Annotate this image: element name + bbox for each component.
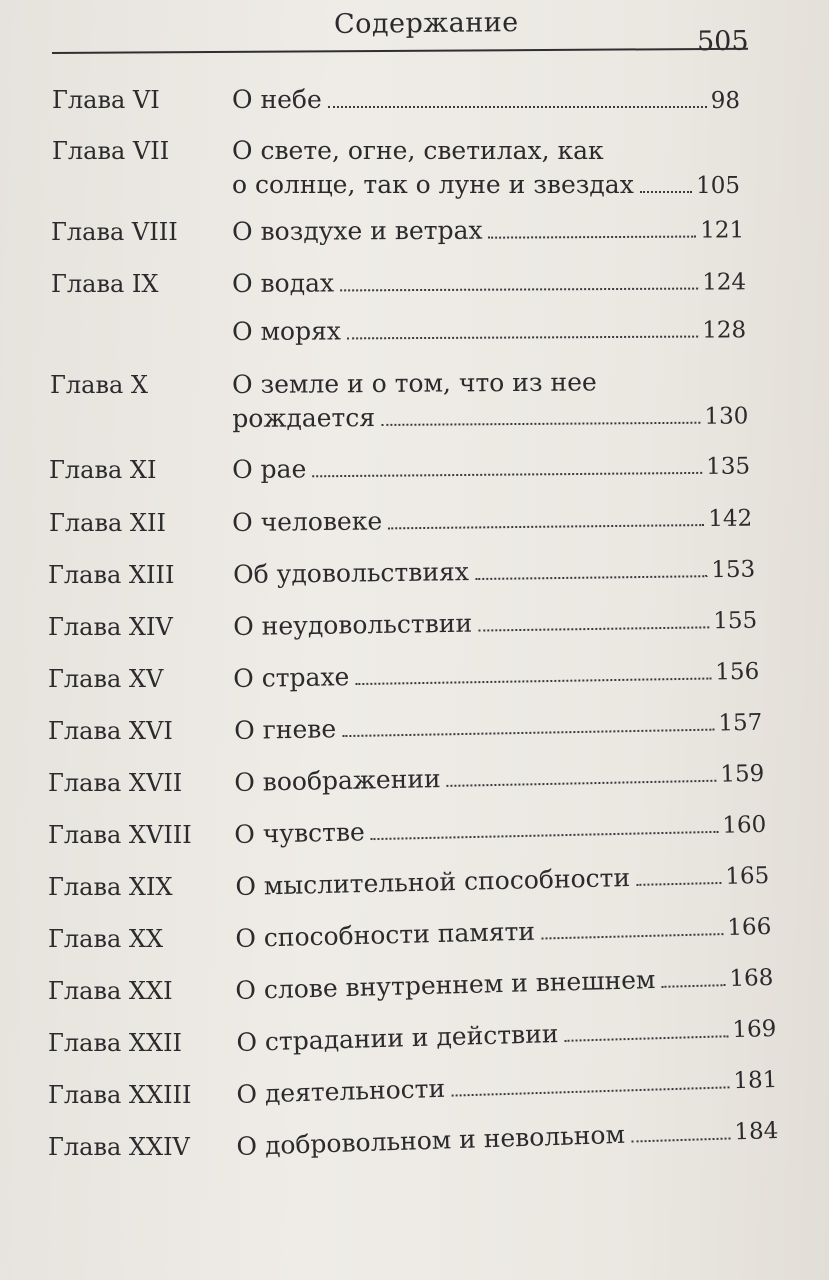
toc-chapter-label: Глава XXII <box>48 1029 183 1057</box>
dot-leader <box>312 472 702 477</box>
toc-chapter-label: Глава XV <box>48 665 164 693</box>
dot-leader <box>631 1137 731 1142</box>
toc-entry-body <box>233 603 757 645</box>
toc-page-number: 135 <box>706 453 751 480</box>
toc-entry-line <box>232 501 752 541</box>
toc-entry-title: О чувстве <box>234 817 366 849</box>
toc-entry-title: О рае <box>232 454 307 484</box>
toc-entry-line <box>232 448 750 488</box>
toc-page-number: 157 <box>718 709 763 737</box>
toc-entry-title: О страдании и действии <box>236 1019 559 1057</box>
toc-entry-title: О воображении <box>234 764 441 797</box>
toc-chapter-label: Глава VI <box>52 86 160 114</box>
toc-entry-line <box>232 364 748 402</box>
toc-chapter-label: Глава XVIII <box>48 821 192 849</box>
dot-leader <box>640 191 692 193</box>
toc-chapter-label: Глава XXIV <box>48 1133 190 1161</box>
toc-page-number: 105 <box>696 173 740 199</box>
toc-entry-title: О неудовольствии <box>233 608 473 641</box>
toc-entry <box>0 134 829 199</box>
toc-chapter-label: Глава IX <box>51 270 159 298</box>
toc-entry-line <box>232 212 744 250</box>
running-head-title: Содержание <box>333 7 519 40</box>
dot-leader <box>662 984 726 988</box>
toc-entry-line <box>232 134 740 168</box>
toc-entry-body <box>232 134 740 203</box>
toc-page-number: 128 <box>702 317 747 344</box>
toc-page-number: 121 <box>700 217 745 244</box>
toc-entry-title: О свете, огне, светилах, как <box>232 136 604 165</box>
toc-entry-title: Об удовольствиях <box>233 557 470 589</box>
toc-entry <box>0 367 829 433</box>
toc-entry-title: О земле и о том, что из нее <box>232 367 597 399</box>
toc-entry-line <box>232 312 746 350</box>
toc-chapter-label: Глава VIII <box>51 218 178 246</box>
dot-leader <box>478 626 709 631</box>
dot-leader <box>328 106 707 108</box>
toc-entry-title: О гневе <box>234 714 337 745</box>
toc-entry-title: О водах <box>232 268 335 298</box>
toc-chapter-label: Глава XIX <box>48 873 173 901</box>
toc-page-number: 169 <box>732 1015 777 1044</box>
dot-leader <box>447 780 717 787</box>
toc-page-number: 181 <box>733 1066 778 1095</box>
toc-entry-title: О воздухе и ветрах <box>232 215 483 246</box>
toc-entry-body <box>232 212 744 250</box>
toc-chapter-label: Глава VII <box>52 137 170 165</box>
toc-entry-title: О добровольном и невольном <box>236 1119 626 1161</box>
toc-entry-title: О слове внутреннем и внешнем <box>235 965 656 1005</box>
toc-entry-line <box>232 264 746 302</box>
toc-entry-body <box>232 83 740 118</box>
toc-entry-line <box>233 552 755 593</box>
toc-entry-line <box>232 398 748 437</box>
toc-page-number: 168 <box>729 964 774 993</box>
dot-leader <box>475 575 707 580</box>
toc-entry-title: О небе <box>232 85 322 114</box>
toc-entry-body <box>232 264 746 302</box>
toc-entry-title: О человеке <box>232 506 383 537</box>
page-number: 505 <box>696 25 749 58</box>
toc-entry-title: о солнце, так о луне и звездах <box>232 170 634 199</box>
toc-page-number: 98 <box>710 88 740 114</box>
toc-page-number: 153 <box>711 556 756 584</box>
dot-leader <box>541 933 723 939</box>
toc-entry-body <box>233 552 755 593</box>
dot-leader <box>371 831 719 840</box>
toc-entry-line <box>233 654 759 697</box>
dot-leader <box>342 729 714 737</box>
toc-page-number: 156 <box>715 658 760 686</box>
toc-entry-line <box>232 83 740 118</box>
toc-page-number: 159 <box>720 760 765 788</box>
toc-entry-body <box>232 312 746 350</box>
toc-page-number: 165 <box>725 862 770 890</box>
toc-entry-line <box>233 603 757 645</box>
toc-page-number: 124 <box>702 269 747 296</box>
toc-entry-line <box>232 168 740 203</box>
toc-chapter-label: Глава XIII <box>48 561 175 589</box>
toc-page-number: 130 <box>704 403 749 430</box>
toc-chapter-label: Глава XXIII <box>48 1081 192 1109</box>
toc-chapter-label: Глава X <box>50 371 148 399</box>
toc-chapter-label: Глава XXI <box>48 977 173 1005</box>
toc-entry-title: О способности памяти <box>235 916 536 953</box>
toc-chapter-label: Глава XII <box>49 509 166 537</box>
toc-chapter-label: Глава XX <box>48 925 164 953</box>
dot-leader <box>636 882 721 886</box>
toc-entry-title: О мыслительной способности <box>235 863 631 901</box>
dot-leader <box>381 422 700 426</box>
toc-chapter-label: Глава XVI <box>48 717 173 745</box>
toc-entry-body <box>232 501 752 541</box>
toc-page-number: 184 <box>734 1117 779 1146</box>
toc-entry-title: рождается <box>232 403 376 433</box>
toc-chapter-label: Глава XIV <box>48 613 173 641</box>
toc-entry-body <box>232 364 748 437</box>
toc-chapter-label: Глава XI <box>49 456 157 484</box>
toc-page-number: 155 <box>713 607 758 635</box>
toc-chapter-label: Глава XVII <box>48 769 183 797</box>
toc-entry-title: О морях <box>232 316 341 346</box>
toc-entry-title: О страхе <box>233 662 350 693</box>
dot-leader <box>388 524 704 529</box>
toc-page-number: 160 <box>722 811 767 839</box>
dot-leader <box>565 1035 729 1042</box>
dot-leader <box>451 1086 729 1096</box>
dot-leader <box>489 236 697 239</box>
toc-page-number: 166 <box>727 913 772 941</box>
toc-entry-body <box>232 448 750 488</box>
toc-page-number: 142 <box>708 505 753 533</box>
dot-leader <box>340 288 698 292</box>
toc-entry-body <box>233 654 759 697</box>
toc-entry <box>0 1117 829 1190</box>
toc-entry-title: О деятельности <box>236 1073 446 1109</box>
dot-leader <box>355 677 711 685</box>
dot-leader <box>347 336 698 340</box>
header-rule <box>52 48 748 54</box>
